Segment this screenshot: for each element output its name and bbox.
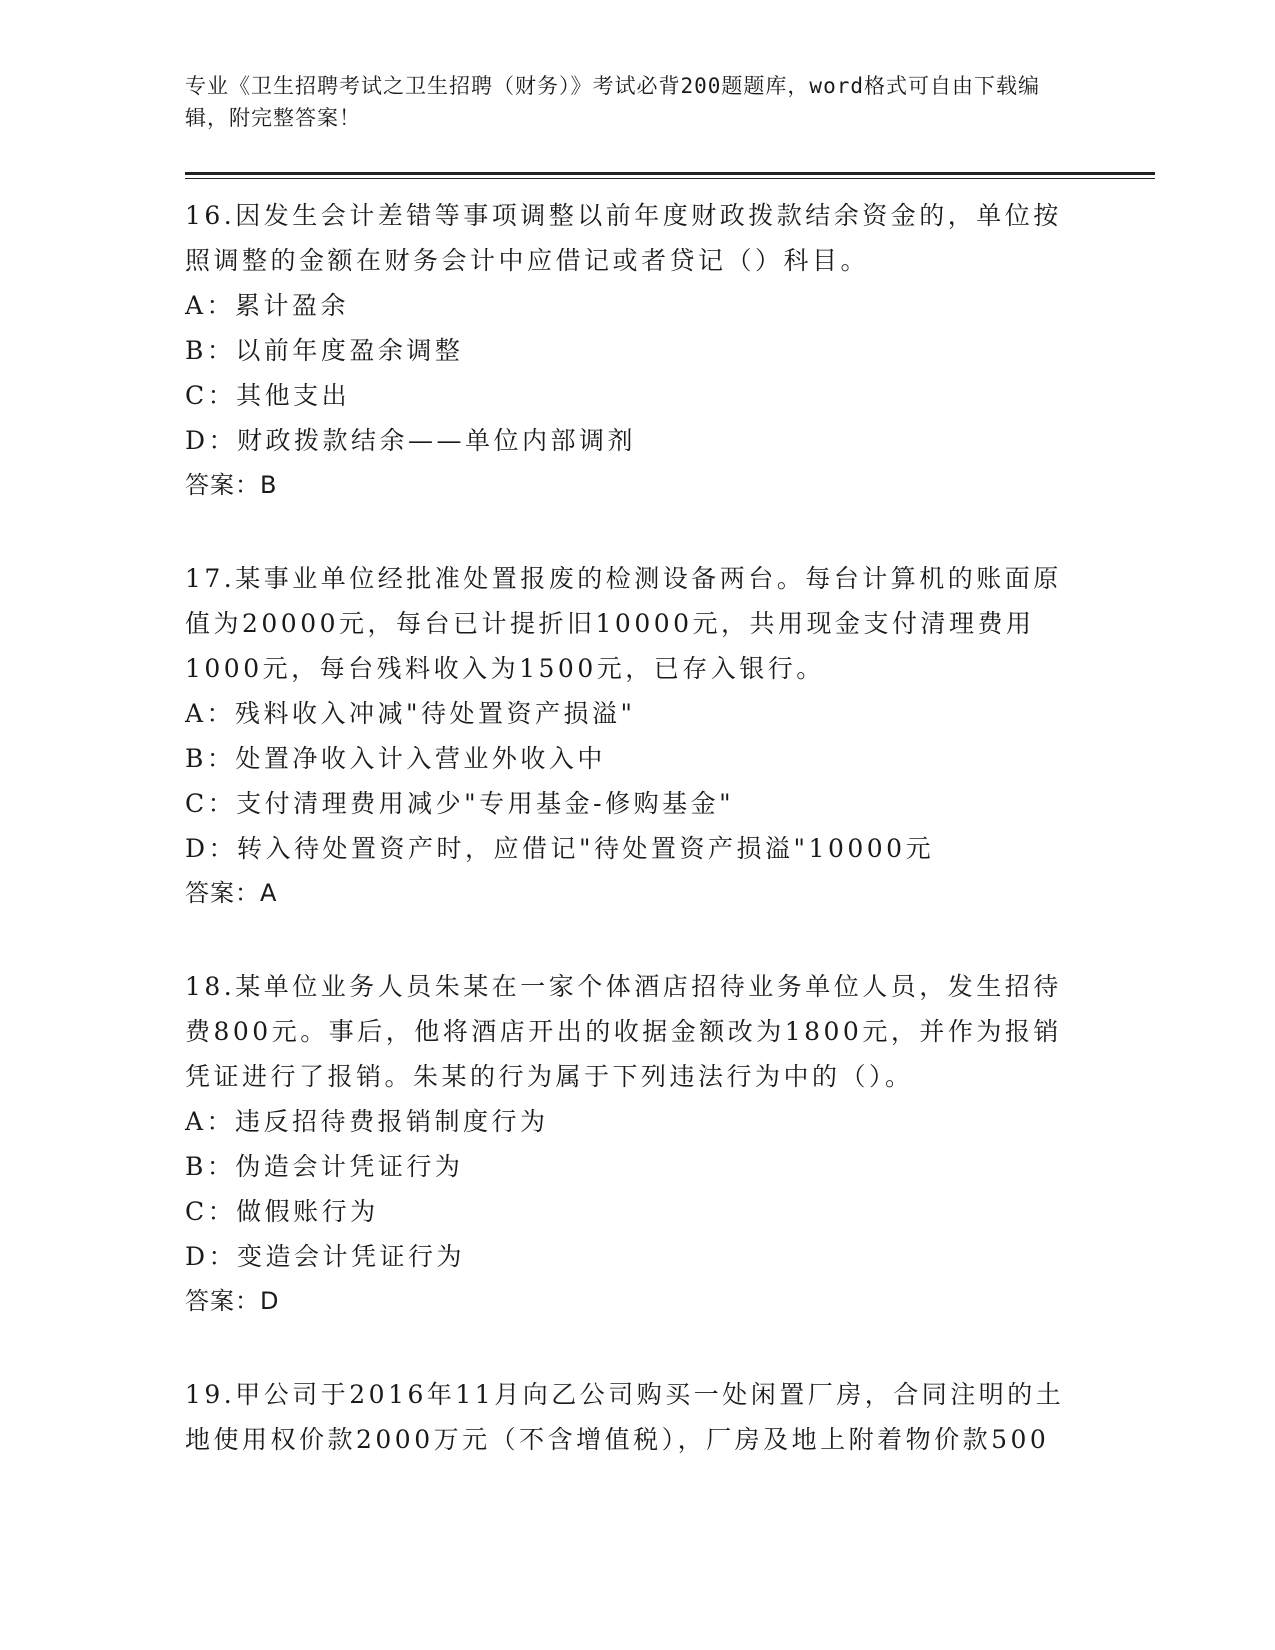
document-header: 专业《卫生招聘考试之卫生招聘（财务）》考试必背200题题库，word格式可自由下载编辑，附完整答案！: [185, 74, 1040, 130]
option-b: B：伪造会计凭证行为: [185, 1152, 464, 1181]
question-17: [185, 556, 1155, 916]
question-stem: 18.某单位业务人员朱某在一家个体酒店招待业务单位人员，发生招待费800元。事后，他将酒店开出的收据金额改为1800元，并作为报销凭证进行了报销。朱某的行为属于下列违法行为中的（）。: [185, 972, 1062, 1091]
question-stem: 16.因发生会计差错等事项调整以前年度财政拨款结余资金的，单位按照调整的金额在财务会计中应借记或者贷记（）科目。: [185, 201, 1062, 275]
answer-label: 答案：B: [185, 471, 278, 499]
header-divider: [185, 172, 1155, 179]
question-18: [185, 964, 1155, 1324]
option-d: D：财政拨款结余——单位内部调剂: [185, 426, 637, 455]
option-d: D：变造会计凭证行为: [185, 1242, 466, 1271]
option-c: C：做假账行为: [185, 1197, 379, 1226]
option-b: B：以前年度盈余调整: [185, 336, 464, 365]
option-a: A：累计盈余: [185, 291, 350, 320]
question-spacer: [185, 916, 1155, 964]
option-a: A：违反招待费报销制度行为: [185, 1107, 549, 1136]
answer-label: 答案：D: [185, 1287, 280, 1315]
option-c: C：其他支出: [185, 381, 351, 410]
question-19: [185, 1372, 1155, 1462]
answer-label: 答案：A: [185, 879, 278, 907]
document-page: [185, 70, 1155, 1462]
option-b: B：处置净收入计入营业外收入中: [185, 744, 606, 773]
question-stem: 19.甲公司于2016年11月向乙公司购买一处闲置厂房，合同注明的土地使用权价款2000万元（不含增值税），厂房及地上附着物价款500: [185, 1380, 1065, 1454]
question-spacer: [185, 1324, 1155, 1372]
option-a: A：残料收入冲减"待处置资产损溢": [185, 699, 636, 728]
question-16: [185, 193, 1155, 508]
question-spacer: [185, 508, 1155, 556]
option-c: C：支付清理费用减少"专用基金-修购基金": [185, 789, 735, 818]
question-stem: 17.某事业单位经批准处置报废的检测设备两台。每台计算机的账面原值为20000元，每台已计提折旧10000元，共用现金支付清理费用1000元，每台残料收入为1500元，已存入银行。: [185, 564, 1062, 683]
option-d: D：转入待处置资产时，应借记"待处置资产损溢"10000元: [185, 834, 935, 863]
